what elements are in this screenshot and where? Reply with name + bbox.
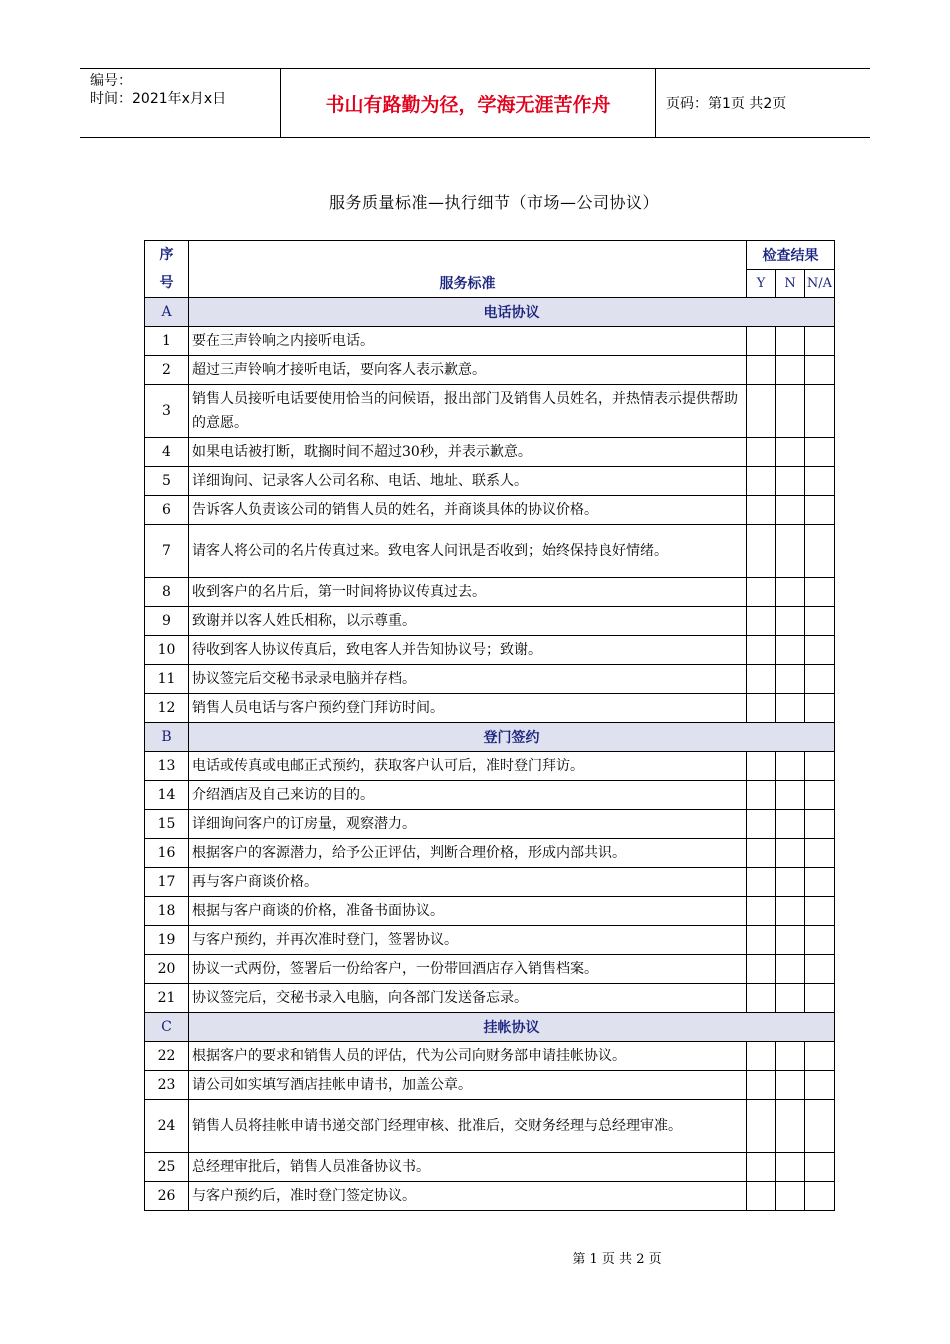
table-row — [145, 496, 835, 525]
header-motto: 书山有路勤为径，学海无涯苦作舟 — [280, 69, 656, 137]
table-row — [145, 525, 835, 578]
check-no-cell[interactable] — [776, 810, 805, 839]
table-row — [145, 926, 835, 955]
check-na-cell[interactable] — [805, 984, 835, 1013]
table-row — [145, 955, 835, 984]
table-row — [145, 897, 835, 926]
row-standard-text: 致谢并以客人姓氏相称，以示尊重。 — [189, 607, 747, 636]
row-standard-text: 介绍酒店及自己来访的目的。 — [189, 781, 747, 810]
check-no-cell[interactable] — [776, 356, 805, 385]
check-no-cell[interactable] — [776, 752, 805, 781]
section-title: 电话协议 — [189, 298, 835, 327]
check-yes-cell[interactable] — [747, 525, 776, 578]
check-yes-cell[interactable] — [747, 810, 776, 839]
check-na-cell[interactable] — [805, 752, 835, 781]
section-row — [145, 298, 835, 327]
check-no-cell[interactable] — [776, 926, 805, 955]
row-number: 15 — [145, 810, 189, 839]
table-row — [145, 984, 835, 1013]
check-yes-cell[interactable] — [747, 984, 776, 1013]
check-na-cell[interactable] — [805, 897, 835, 926]
table-row — [145, 607, 835, 636]
row-number: 24 — [145, 1100, 189, 1153]
row-standard-text: 销售人员将挂帐申请书递交部门经理审核、批准后，交财务经理与总经理审准。 — [189, 1100, 747, 1153]
check-na-cell[interactable] — [805, 1100, 835, 1153]
row-standard-text: 超过三声铃响才接听电话，要向客人表示歉意。 — [189, 356, 747, 385]
check-yes-cell[interactable] — [747, 926, 776, 955]
check-no-cell[interactable] — [776, 897, 805, 926]
row-number: 22 — [145, 1042, 189, 1071]
check-na-cell[interactable] — [805, 1153, 835, 1182]
section-row — [145, 723, 835, 752]
row-number: 8 — [145, 578, 189, 607]
row-number: 18 — [145, 897, 189, 926]
row-number: 12 — [145, 694, 189, 723]
row-number: 7 — [145, 525, 189, 578]
row-standard-text: 根据客户的要求和销售人员的评估，代为公司向财务部申请挂帐协议。 — [189, 1042, 747, 1071]
row-number: 2 — [145, 356, 189, 385]
na-header: N/A — [805, 270, 835, 298]
check-no-cell[interactable] — [776, 665, 805, 694]
table-row — [145, 752, 835, 781]
section-code: A — [145, 298, 189, 327]
seq-header-line2: 号 — [159, 275, 174, 291]
table-row — [145, 636, 835, 665]
check-na-cell[interactable] — [805, 636, 835, 665]
check-na-cell[interactable] — [805, 1071, 835, 1100]
check-no-cell[interactable] — [776, 1042, 805, 1071]
check-na-cell[interactable] — [805, 926, 835, 955]
row-standard-text: 请公司如实填写酒店挂帐申请书，加盖公章。 — [189, 1071, 747, 1100]
row-standard-text: 请客人将公司的名片传真过来。致电客人问讯是否收到；始终保持良好情绪。 — [189, 525, 747, 578]
check-yes-cell[interactable] — [747, 665, 776, 694]
row-standard-text: 如果电话被打断，耽搁时间不超过30秒，并表示歉意。 — [189, 438, 747, 467]
check-no-cell[interactable] — [776, 636, 805, 665]
row-number: 23 — [145, 1071, 189, 1100]
page-title: 服务质量标准—执行细节（市场—公司协议） — [328, 193, 659, 212]
check-no-cell[interactable] — [776, 1153, 805, 1182]
check-no-cell[interactable] — [776, 1100, 805, 1153]
number-label: 编号： — [90, 73, 132, 89]
check-no-cell[interactable] — [776, 385, 805, 438]
row-standard-text: 再与客户商谈价格。 — [189, 868, 747, 897]
row-standard-text: 与客户预约后，准时登门签定协议。 — [189, 1182, 747, 1211]
check-na-cell[interactable] — [805, 356, 835, 385]
table-row — [145, 438, 835, 467]
check-no-cell[interactable] — [776, 496, 805, 525]
row-number: 17 — [145, 868, 189, 897]
check-yes-cell[interactable] — [747, 1071, 776, 1100]
check-no-cell[interactable] — [776, 984, 805, 1013]
seq-header-line1: 序 — [159, 247, 174, 263]
check-yes-cell[interactable] — [747, 781, 776, 810]
section-row — [145, 1013, 835, 1042]
check-yes-cell[interactable] — [747, 467, 776, 496]
row-standard-text: 详细询问客户的订房量，观察潜力。 — [189, 810, 747, 839]
section-code: B — [145, 723, 189, 752]
check-na-cell[interactable] — [805, 1182, 835, 1211]
check-yes-cell[interactable] — [747, 752, 776, 781]
check-na-cell[interactable] — [805, 496, 835, 525]
table-header-row — [145, 241, 835, 270]
section-title: 挂帐协议 — [189, 1013, 835, 1042]
row-number: 11 — [145, 665, 189, 694]
check-no-cell[interactable] — [776, 1071, 805, 1100]
row-standard-text: 电话或传真或电邮正式预约，获取客户认可后，准时登门拜访。 — [189, 752, 747, 781]
check-yes-cell[interactable] — [747, 578, 776, 607]
table-row — [145, 694, 835, 723]
check-yes-cell[interactable] — [747, 496, 776, 525]
row-number: 6 — [145, 496, 189, 525]
row-number: 3 — [145, 385, 189, 438]
check-na-cell[interactable] — [805, 781, 835, 810]
check-na-cell[interactable] — [805, 868, 835, 897]
header-page-info: 页码：第1页 共2页 — [666, 96, 787, 112]
check-na-cell[interactable] — [805, 1042, 835, 1071]
table-row — [145, 327, 835, 356]
table-row — [145, 578, 835, 607]
table-row — [145, 839, 835, 868]
row-standard-text: 协议签完后交秘书录录电脑并存档。 — [189, 665, 747, 694]
check-no-cell[interactable] — [776, 578, 805, 607]
check-yes-cell[interactable] — [747, 1042, 776, 1071]
table-row — [145, 665, 835, 694]
check-no-cell[interactable] — [776, 607, 805, 636]
check-na-cell[interactable] — [805, 839, 835, 868]
check-na-cell[interactable] — [805, 694, 835, 723]
table-row — [145, 356, 835, 385]
check-no-cell[interactable] — [776, 839, 805, 868]
seq-header — [145, 241, 189, 298]
row-standard-text: 协议签完后，交秘书录入电脑，向各部门发送备忘录。 — [189, 984, 747, 1013]
document-header — [80, 68, 870, 138]
section-title: 登门签约 — [189, 723, 835, 752]
row-number: 16 — [145, 839, 189, 868]
check-na-cell[interactable] — [805, 467, 835, 496]
standards-table — [144, 240, 835, 1211]
table-row — [145, 781, 835, 810]
no-header: N — [776, 270, 805, 298]
check-yes-cell[interactable] — [747, 607, 776, 636]
table-row — [145, 1182, 835, 1211]
check-result-header: 检查结果 — [747, 241, 835, 270]
check-no-cell[interactable] — [776, 955, 805, 984]
check-na-cell[interactable] — [805, 578, 835, 607]
row-number: 10 — [145, 636, 189, 665]
check-yes-cell[interactable] — [747, 1182, 776, 1211]
check-yes-cell[interactable] — [747, 897, 776, 926]
check-no-cell[interactable] — [776, 327, 805, 356]
row-number: 4 — [145, 438, 189, 467]
check-na-cell[interactable] — [805, 665, 835, 694]
check-na-cell[interactable] — [805, 810, 835, 839]
check-yes-cell[interactable] — [747, 839, 776, 868]
table-row — [145, 810, 835, 839]
check-na-cell[interactable] — [805, 955, 835, 984]
row-standard-text: 协议一式两份，签署后一份给客户，一份带回酒店存入销售档案。 — [189, 955, 747, 984]
row-standard-text: 待收到客人协议传真后，致电客人并告知协议号；致谢。 — [189, 636, 747, 665]
table-row — [145, 385, 835, 438]
row-standard-text: 销售人员接听电话要使用恰当的问候语，报出部门及销售人员姓名，并热情表示提供帮助的意愿。 — [189, 385, 747, 438]
row-standard-text: 根据客户的客源潜力，给予公正评估，判断合理价格，形成内部共识。 — [189, 839, 747, 868]
check-no-cell[interactable] — [776, 694, 805, 723]
row-number: 5 — [145, 467, 189, 496]
check-no-cell[interactable] — [776, 1182, 805, 1211]
page-footer: 第 1 页 共 2 页 — [572, 1252, 662, 1267]
row-number: 26 — [145, 1182, 189, 1211]
row-number: 14 — [145, 781, 189, 810]
row-standard-text: 与客户预约，并再次准时登门，签署协议。 — [189, 926, 747, 955]
check-no-cell[interactable] — [776, 868, 805, 897]
check-yes-cell[interactable] — [747, 636, 776, 665]
row-standard-text: 总经理审批后，销售人员准备协议书。 — [189, 1153, 747, 1182]
check-yes-cell[interactable] — [747, 356, 776, 385]
row-standard-text: 告诉客人负责该公司的销售人员的姓名，并商谈具体的协议价格。 — [189, 496, 747, 525]
date-label: 时间：2021年x月x日 — [90, 91, 227, 107]
table-row — [145, 1153, 835, 1182]
row-number: 1 — [145, 327, 189, 356]
check-na-cell[interactable] — [805, 607, 835, 636]
section-code: C — [145, 1013, 189, 1042]
check-yes-cell[interactable] — [747, 1153, 776, 1182]
row-number: 25 — [145, 1153, 189, 1182]
check-yes-cell[interactable] — [747, 694, 776, 723]
check-yes-cell[interactable] — [747, 1100, 776, 1153]
table-row — [145, 868, 835, 897]
row-standard-text: 销售人员电话与客户预约登门拜访时间。 — [189, 694, 747, 723]
standard-header: 服务标准 — [189, 241, 747, 298]
check-na-cell[interactable] — [805, 438, 835, 467]
check-yes-cell[interactable] — [747, 327, 776, 356]
header-meta — [80, 69, 280, 137]
check-yes-cell[interactable] — [747, 385, 776, 438]
table-row — [145, 467, 835, 496]
check-no-cell[interactable] — [776, 781, 805, 810]
row-number: 13 — [145, 752, 189, 781]
row-number: 21 — [145, 984, 189, 1013]
row-standard-text: 收到客户的名片后，第一时间将协议传真过去。 — [189, 578, 747, 607]
check-yes-cell[interactable] — [747, 868, 776, 897]
yes-header: Y — [747, 270, 776, 298]
check-yes-cell[interactable] — [747, 955, 776, 984]
check-no-cell[interactable] — [776, 438, 805, 467]
table-row — [145, 1071, 835, 1100]
check-na-cell[interactable] — [805, 385, 835, 438]
row-number: 20 — [145, 955, 189, 984]
row-standard-text: 要在三声铃响之内接听电话。 — [189, 327, 747, 356]
check-na-cell[interactable] — [805, 525, 835, 578]
row-number: 19 — [145, 926, 189, 955]
table-row — [145, 1042, 835, 1071]
check-no-cell[interactable] — [776, 525, 805, 578]
row-standard-text: 根据与客户商谈的价格，准备书面协议。 — [189, 897, 747, 926]
row-number: 9 — [145, 607, 189, 636]
row-standard-text: 详细询问、记录客人公司名称、电话、地址、联系人。 — [189, 467, 747, 496]
check-yes-cell[interactable] — [747, 438, 776, 467]
check-na-cell[interactable] — [805, 327, 835, 356]
check-no-cell[interactable] — [776, 467, 805, 496]
table-row — [145, 1100, 835, 1153]
